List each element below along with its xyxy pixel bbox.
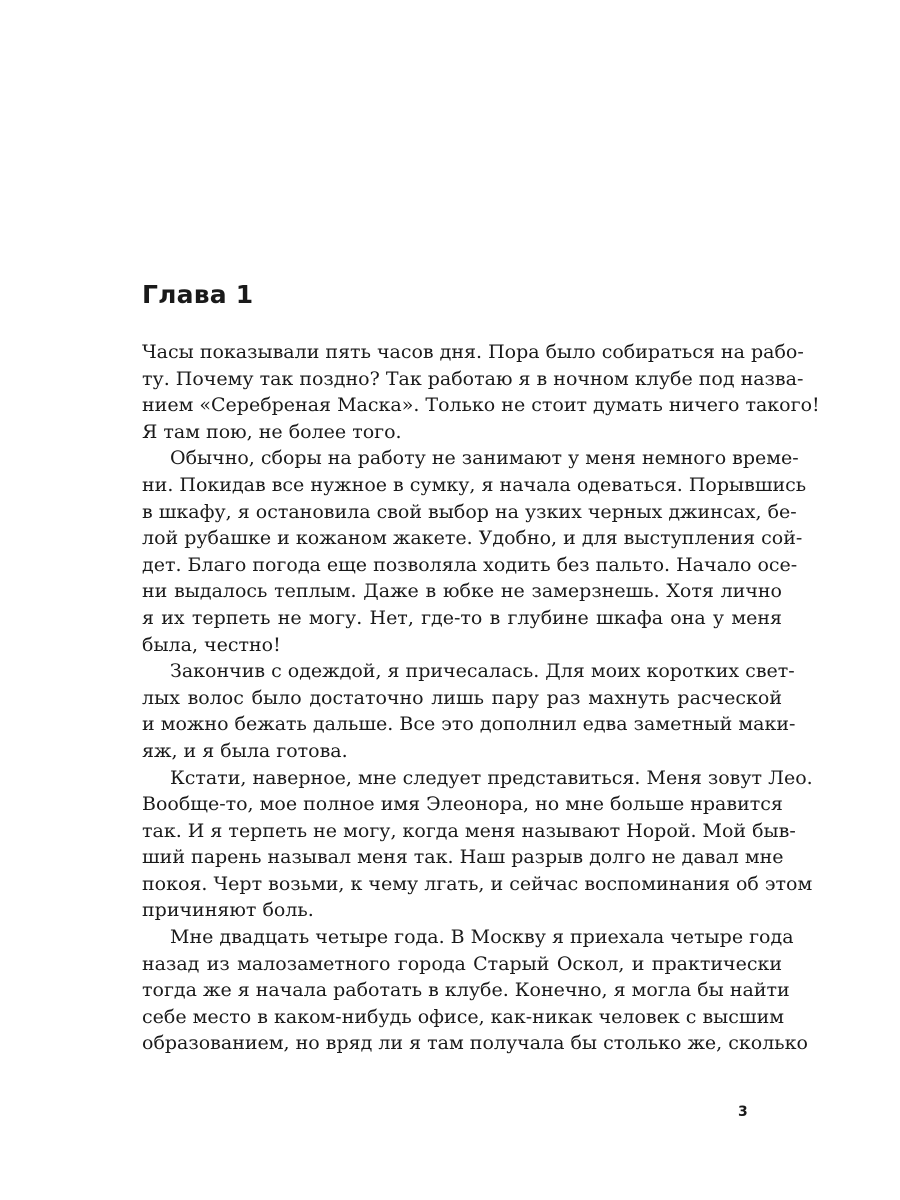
page-number: 3 (738, 1104, 748, 1120)
text-line: покоя. Черт возьми, к чему лгать, и сейчас воспоминания об этом (142, 872, 813, 895)
text-line: была, честно! (142, 633, 281, 656)
text-line: лых волос было достаточно лишь пару раз махнуть расческой (142, 686, 782, 709)
text-line: назад из малозаметного города Старый Оскол, и практически (142, 952, 782, 975)
text-line: Вообще-то, мое полное имя Элеонора, но мне больше нравится (142, 793, 783, 816)
text-line: Кстати, наверное, мне следует представиться. Меня зовут Лео. (170, 766, 813, 789)
text-line: Обычно, сборы на работу не занимают у меня немного време- (170, 447, 799, 470)
text-line: себе место в каком-нибудь офисе, как-никак человек с высшим (142, 1005, 785, 1028)
text-line: причиняют боль. (142, 899, 314, 922)
text-line: образованием, но вряд ли я там получала бы столько же, сколько (142, 1032, 808, 1055)
text-line: ни выдалось теплым. Даже в юбке не замерзнешь. Хотя лично (142, 580, 782, 603)
text-line: ни. Покидав все нужное в сумку, я начала одеваться. Порывшись (142, 473, 807, 496)
text-line: я их терпеть не могу. Нет, где-то в глубине шкафа она у меня (142, 606, 782, 629)
text-line: ту. Почему так поздно? Так работаю я в ночном клубе под назва- (142, 367, 804, 390)
text-line: яж, и я была готова. (142, 739, 348, 762)
text-line: Мне двадцать четыре года. В Москву я приехала четыре года (170, 926, 794, 949)
text-line: и можно бежать дальше. Все это дополнил едва заметный маки- (142, 713, 796, 736)
text-line: в шкафу, я остановила свой выбор на узких черных джинсах, бе- (142, 500, 797, 523)
text-line: Часы показывали пять часов дня. Пора было собираться на рабо- (142, 341, 804, 363)
text-line: так. И я терпеть не могу, когда меня называют Норой. Мой быв- (142, 819, 796, 842)
text-line: тогда же я начала работать в клубе. Конечно, я могла бы найти (142, 979, 790, 1002)
chapter-title: Глава 1 (142, 280, 254, 309)
text-line: Закончив с одеждой, я причесалась. Для моих коротких свет- (170, 660, 795, 683)
chapter-body (142, 339, 820, 1057)
text-line: Я там пою, не более того. (142, 420, 402, 443)
text-line: лой рубашке и кожаном жакете. Удобно, и для выступления сой- (142, 527, 803, 550)
text-line: дет. Благо погода еще позволяла ходить без пальто. Начало осе- (142, 553, 798, 576)
text-line: нием «Серебреная Маска». Только не стоит думать ничего такого! (142, 394, 820, 417)
text-line: ший парень называл меня так. Наш разрыв долго не давал мне (142, 846, 784, 869)
